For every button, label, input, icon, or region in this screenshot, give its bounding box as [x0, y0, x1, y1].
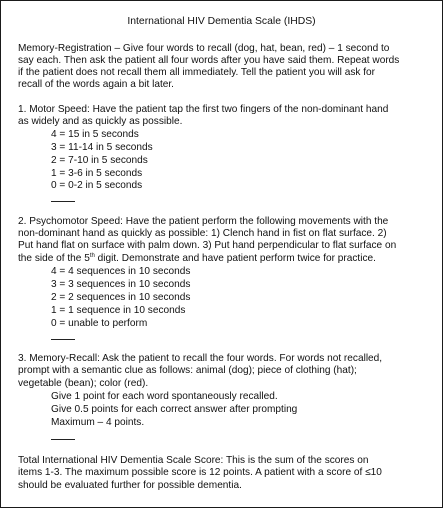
motor-score-4: 4 = 15 in 5 seconds [51, 129, 139, 140]
recall-line-2: prompt with a semantic clue as follows: animal (dog); piece of clothing (hat); [18, 365, 357, 376]
motor-score-2: 2 = 7-10 in 5 seconds [51, 155, 148, 166]
psychomotor-line-2: non-dominant hand as quickly as possible: 1) Clench hand in fist on flat surface. 2) [18, 228, 387, 239]
recall-scoring-1: Give 1 point for each word spontaneously recalled. [51, 391, 278, 402]
ordinal-suffix: th [89, 253, 95, 259]
registration-line-4: recall of the words again a bit later. [18, 79, 174, 90]
motor-speed-line-2: as widely and as quickly as possible. [18, 116, 183, 127]
recall-scoring-2: Give 0.5 points for each correct answer after prompting [51, 404, 298, 415]
motor-score-1: 1 = 3-6 in 5 seconds [51, 168, 143, 179]
psychomotor-line-4-end: digit. Demonstrate and have patient perform twice for practice. [94, 253, 376, 264]
psychomotor-line-3: Put hand flat on surface with palm down. 3) Put hand perpendicular to flat surface on [18, 240, 397, 251]
psychomotor-score-4: 4 = 4 sequences in 10 seconds [51, 266, 191, 277]
psychomotor-score-2: 2 = 2 sequences in 10 seconds [51, 292, 191, 303]
psychomotor-score-0: 0 = unable to perform [51, 318, 148, 329]
recall-line-1: 3. Memory-Recall: Ask the patient to recall the four words. For words not recalled, [18, 353, 383, 364]
total-line-1: Total International HIV Dementia Scale Score: This is the sum of the scores on [18, 455, 369, 466]
total-line-2: items 1-3. The maximum possible score is 12 points. A patient with a score of ≤10 [18, 467, 382, 478]
registration-line-3: if the patient does not recall them all immediately. Tell the patient you will ask for [18, 67, 376, 78]
psychomotor-line-1: 2. Psychomotor Speed: Have the patient perform the following movements with the [18, 216, 389, 227]
recall-scoring-3: Maximum – 4 points. [51, 417, 145, 428]
psychomotor-score-3: 3 = 3 sequences in 10 seconds [51, 279, 191, 290]
registration-line-1: Memory-Registration – Give four words to recall (dog, hat, bean, red) – 1 second to [18, 43, 390, 54]
total-line-3: should be evaluated further for possible dementia. [18, 480, 242, 491]
psychomotor-score-1: 1 = 1 sequence in 10 seconds [51, 305, 186, 316]
motor-score-3: 3 = 11-14 in 5 seconds [51, 142, 153, 153]
motor-score-0: 0 = 0-2 in 5 seconds [51, 180, 143, 191]
psychomotor-score-blank [51, 339, 75, 340]
recall-line-3: vegetable (bean); color (red). [18, 378, 149, 389]
motor-speed-line-1: 1. Motor Speed: Have the patient tap the first two fingers of the non-dominant hand [18, 104, 389, 115]
psychomotor-line-4 [18, 253, 376, 266]
recall-score-blank [51, 439, 75, 440]
motor-score-blank [51, 201, 75, 202]
page-title: International HIV Dementia Scale (IHDS) [127, 16, 316, 27]
psychomotor-line-4-start: the side of the 5 [18, 253, 90, 264]
registration-line-2: say each. Then ask the patient all four words after you have said them. Repeat words [18, 55, 400, 66]
